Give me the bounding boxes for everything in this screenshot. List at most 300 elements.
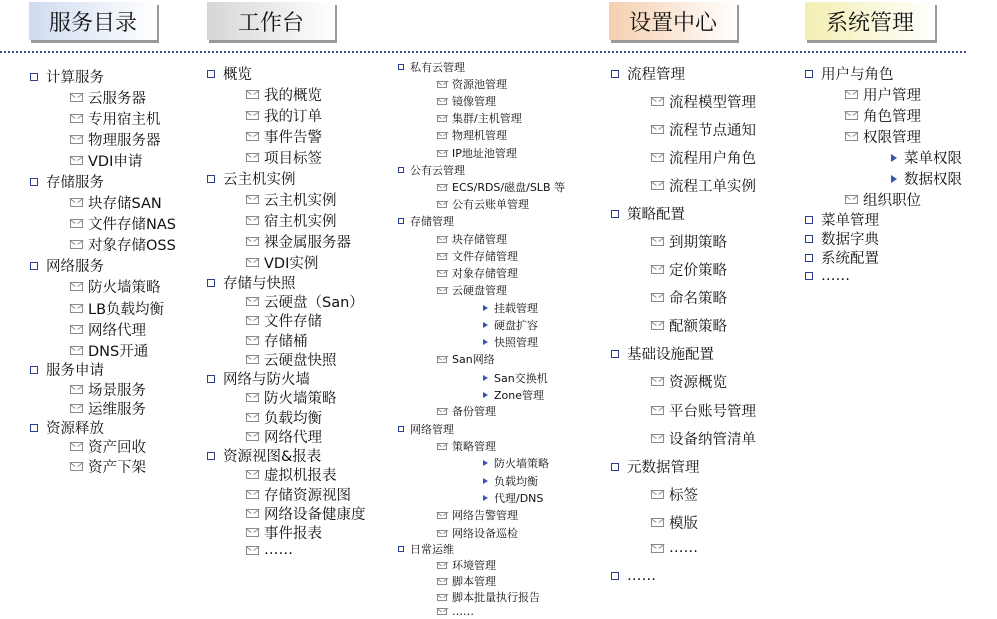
envelope-icon [246, 111, 259, 120]
checkbox-icon [30, 424, 38, 432]
arrow-icon [483, 478, 488, 484]
col4-menu-item[interactable] [651, 91, 756, 112]
col2-menu-item[interactable] [246, 210, 337, 231]
envelope-icon [246, 528, 259, 537]
menu-item-label: 流程节点通知 [669, 123, 756, 139]
col2-menu-item[interactable] [246, 387, 337, 408]
envelope-icon [70, 385, 83, 394]
envelope-icon [437, 578, 447, 585]
col2-menu-item[interactable] [207, 168, 296, 189]
col1-menu-item[interactable] [70, 87, 146, 108]
menu-item-label: ECS/RDS/磁盘/SLB 等 [452, 181, 565, 195]
col3-menu-item[interactable] [398, 421, 454, 437]
col4-menu-item[interactable] [651, 119, 756, 140]
envelope-icon [437, 270, 447, 277]
envelope-icon [70, 282, 83, 291]
menu-item-label: 场景服务 [88, 383, 146, 399]
col2-menu-item[interactable] [246, 330, 308, 351]
col5-menu-item[interactable] [845, 126, 921, 147]
menu-item-label: 物理服务器 [88, 133, 161, 149]
col3-menu-item[interactable] [437, 403, 496, 419]
menu-item-label: 负载均衡 [264, 411, 322, 427]
envelope-icon [651, 153, 664, 162]
col2-menu-item[interactable] [207, 368, 310, 389]
col1-menu-item[interactable] [70, 213, 176, 234]
envelope-icon [246, 470, 259, 479]
envelope-icon [70, 135, 83, 144]
envelope-icon [70, 93, 83, 102]
menu-item-label: 脚本管理 [452, 575, 496, 589]
envelope-icon [437, 594, 447, 601]
col4-menu-item[interactable] [611, 456, 700, 477]
col3-menu-item[interactable] [437, 507, 518, 523]
col5-menu-item[interactable] [805, 247, 879, 268]
col4-menu-item[interactable] [651, 371, 727, 392]
col2-menu-item[interactable] [246, 231, 351, 252]
col1-menu-item[interactable] [70, 379, 146, 400]
col3-menu-item[interactable] [437, 605, 474, 618]
header-service-catalog[interactable]: 服务目录 [29, 2, 157, 40]
col4-menu-item[interactable] [651, 540, 698, 556]
menu-item-label: 环境管理 [452, 559, 496, 573]
envelope-icon [246, 316, 259, 325]
menu-item-label: 对象存储管理 [452, 267, 518, 281]
col4-menu-item[interactable] [651, 147, 756, 168]
menu-item-label: 网络服务 [46, 259, 104, 275]
envelope-icon [246, 509, 259, 518]
envelope-icon [437, 150, 447, 157]
col2-menu-item[interactable] [246, 189, 337, 210]
col1-menu-item[interactable] [30, 255, 104, 276]
col2-menu-item[interactable] [246, 503, 366, 524]
checkbox-icon [611, 572, 619, 580]
menu-item-label: 组织职位 [863, 193, 921, 209]
envelope-icon [651, 125, 664, 134]
checkbox-icon [805, 216, 813, 224]
menu-item-label: 平台账号管理 [669, 404, 756, 420]
envelope-icon [651, 377, 664, 386]
menu-item-label: 块存储SAN [88, 196, 162, 212]
envelope-icon [437, 253, 447, 260]
menu-item-label: …… [264, 542, 293, 558]
menu-item-label: 标签 [669, 488, 698, 504]
envelope-icon [651, 293, 664, 302]
menu-item-label: 事件报表 [264, 526, 322, 542]
menu-item-label: 资源视图&报表 [223, 449, 322, 465]
menu-item-label: 模版 [669, 516, 698, 532]
col5-menu-item[interactable] [891, 168, 962, 189]
menu-item-label: 配额策略 [669, 319, 727, 335]
menu-item-label: 元数据管理 [627, 460, 700, 476]
checkbox-icon [207, 279, 215, 287]
checkbox-icon [805, 254, 813, 262]
menu-item-label: 负载均衡 [494, 475, 538, 489]
col4-menu-item[interactable] [651, 400, 756, 421]
dotted-divider [0, 51, 966, 53]
menu-item-label: 运维服务 [88, 402, 146, 418]
envelope-icon [845, 111, 858, 120]
menu-item-label: 文件存储NAS [88, 217, 176, 233]
col2-menu-item[interactable] [207, 445, 321, 466]
col2-menu-item[interactable] [207, 272, 296, 293]
menu-item-label: 流程用户角色 [669, 151, 756, 167]
col3-menu-item[interactable] [398, 59, 465, 75]
envelope-icon [70, 346, 83, 355]
envelope-icon [70, 156, 83, 165]
envelope-icon [437, 98, 447, 105]
checkbox-icon [30, 262, 38, 270]
envelope-icon [70, 304, 83, 313]
col2-menu-item[interactable] [246, 407, 322, 428]
col5-menu-item[interactable] [805, 268, 850, 284]
envelope-icon [437, 356, 447, 363]
checkbox-icon [207, 70, 215, 78]
envelope-icon [246, 490, 259, 499]
col3-menu-item[interactable] [398, 213, 454, 229]
menu-item-label: 定价策略 [669, 263, 727, 279]
menu-item-label: 防火墙策略 [494, 457, 549, 471]
menu-item-label: 资产回收 [88, 440, 146, 456]
col3-menu-item[interactable] [437, 573, 496, 589]
menu-item-label: 公有云账单管理 [452, 198, 529, 212]
menu-item-label: 日常运维 [410, 543, 454, 557]
checkbox-icon [611, 350, 619, 358]
menu-item-label: San网络 [452, 353, 495, 367]
menu-item-label: 权限管理 [863, 130, 921, 146]
checkbox-icon [611, 70, 619, 78]
col2-menu-item[interactable] [246, 291, 364, 312]
envelope-icon [651, 518, 664, 527]
menu-item-label: 策略管理 [452, 440, 496, 454]
menu-item-label: 到期策略 [669, 235, 727, 251]
col3-menu-item[interactable] [437, 438, 496, 454]
menu-item-label: 网络代理 [264, 430, 322, 446]
menu-item-label: 网络设备健康度 [264, 507, 366, 523]
col1-menu-item[interactable] [70, 276, 161, 297]
col1-menu-item[interactable] [70, 436, 146, 457]
envelope-icon [246, 432, 259, 441]
col1-menu-item[interactable] [30, 171, 104, 192]
col3-menu-item[interactable] [437, 248, 518, 264]
envelope-icon [651, 544, 664, 553]
col3-menu-item[interactable] [437, 110, 522, 126]
col2-menu-item[interactable] [246, 105, 322, 126]
col3-menu-item[interactable] [437, 179, 565, 195]
envelope-icon [437, 530, 447, 537]
col3-menu-item[interactable] [437, 265, 518, 281]
menu-item-label: 防火墙策略 [264, 391, 337, 407]
menu-item-label: 系统配置 [821, 251, 879, 267]
col1-menu-item[interactable] [30, 417, 104, 438]
col3-menu-item[interactable] [437, 589, 540, 605]
col1-menu-item[interactable] [70, 108, 161, 129]
menu-item-label: 快照管理 [494, 336, 538, 350]
menu-item-label: 硬盘扩容 [494, 319, 538, 333]
col2-menu-item[interactable] [246, 126, 322, 147]
checkbox-icon [207, 175, 215, 183]
col5-menu-item[interactable] [805, 209, 879, 230]
menu-item-label: 存储服务 [46, 175, 104, 191]
menu-item-label: LB负载均衡 [88, 302, 165, 318]
envelope-icon [651, 181, 664, 190]
menu-item-label: 存储管理 [410, 215, 454, 229]
menu-item-label: 资产下架 [88, 460, 146, 476]
envelope-icon [845, 132, 858, 141]
menu-item-label: 概览 [223, 67, 252, 83]
menu-item-label: San交换机 [494, 372, 548, 386]
col5-menu-item[interactable] [845, 105, 921, 126]
menu-item-label: 虚拟机报表 [264, 468, 337, 484]
col3-menu-item[interactable] [483, 490, 543, 506]
col5-menu-item[interactable] [845, 189, 921, 210]
col1-menu-item[interactable] [70, 150, 142, 171]
col2-menu-item[interactable] [246, 84, 322, 105]
envelope-icon [70, 404, 83, 413]
envelope-icon [437, 184, 447, 191]
envelope-icon [437, 236, 447, 243]
arrow-icon [891, 154, 897, 162]
envelope-icon [437, 201, 447, 208]
checkbox-icon [611, 463, 619, 471]
col4-menu-item[interactable] [611, 343, 714, 364]
col3-menu-item[interactable] [483, 387, 544, 403]
arrow-icon [483, 322, 488, 328]
menu-item-label: 基础设施配置 [627, 347, 714, 363]
envelope-icon [246, 237, 259, 246]
envelope-icon [651, 490, 664, 499]
menu-item-label: 网络与防火墙 [223, 372, 310, 388]
col2-menu-item[interactable] [246, 542, 293, 558]
checkbox-icon [207, 452, 215, 460]
menu-item-label: 用户与角色 [821, 67, 894, 83]
header-system-management[interactable]: 系统管理 [805, 2, 935, 40]
col2-menu-item[interactable] [246, 252, 318, 273]
col1-menu-item[interactable] [30, 359, 104, 380]
col2-menu-item[interactable] [246, 147, 322, 168]
col3-menu-item[interactable] [437, 196, 529, 212]
menu-item-label: …… [669, 540, 698, 556]
col1-menu-item[interactable] [70, 340, 148, 361]
envelope-icon [651, 406, 664, 415]
checkbox-icon [207, 375, 215, 383]
envelope-icon [246, 153, 259, 162]
envelope-icon [651, 237, 664, 246]
envelope-icon [651, 265, 664, 274]
col3-menu-item[interactable] [437, 93, 496, 109]
col5-menu-item[interactable] [845, 84, 921, 105]
menu-item-label: 镜像管理 [452, 95, 496, 109]
menu-item-label: 物理机管理 [452, 129, 507, 143]
col1-menu-item[interactable] [70, 319, 146, 340]
col4-menu-item[interactable] [651, 231, 727, 252]
envelope-icon [246, 336, 259, 345]
checkbox-icon [611, 210, 619, 218]
menu-item-label: 云服务器 [88, 91, 146, 107]
menu-item-label: 备份管理 [452, 405, 496, 419]
envelope-icon [437, 81, 447, 88]
col1-menu-item[interactable] [70, 192, 162, 213]
col4-menu-item[interactable] [651, 175, 756, 196]
menu-item-label: 云主机实例 [223, 172, 296, 188]
envelope-icon [845, 195, 858, 204]
col1-menu-item[interactable] [70, 456, 146, 477]
menu-item-label: 我的概览 [264, 88, 322, 104]
envelope-icon [246, 132, 259, 141]
col3-menu-item[interactable] [398, 162, 465, 178]
menu-item-label: 代理/DNS [494, 492, 544, 506]
menu-item-label: 网络管理 [410, 423, 454, 437]
menu-item-label: 流程管理 [627, 67, 685, 83]
col2-menu-item[interactable] [246, 310, 322, 331]
menu-item-label: 服务申请 [46, 363, 104, 379]
col3-menu-item[interactable] [398, 541, 454, 557]
arrow-icon [483, 460, 488, 466]
envelope-icon [437, 512, 447, 519]
envelope-icon [70, 114, 83, 123]
envelope-icon [437, 115, 447, 122]
envelope-icon [437, 443, 447, 450]
checkbox-icon [398, 64, 404, 70]
envelope-icon [437, 608, 447, 615]
envelope-icon [70, 240, 83, 249]
col3-menu-item[interactable] [483, 455, 549, 471]
col1-menu-item[interactable] [30, 66, 104, 87]
envelope-icon [437, 132, 447, 139]
menu-item-label: 存储与快照 [223, 276, 296, 292]
col4-menu-item[interactable] [611, 568, 656, 584]
menu-item-label: 菜单管理 [821, 213, 879, 229]
col2-menu-item[interactable] [246, 464, 337, 485]
col1-menu-item[interactable] [70, 234, 176, 255]
col4-menu-item[interactable] [651, 315, 727, 336]
checkbox-icon [30, 366, 38, 374]
menu-item-label: 资源概览 [669, 375, 727, 391]
arrow-icon [483, 392, 488, 398]
menu-item-label: 数据字典 [821, 232, 879, 248]
col3-menu-item[interactable] [483, 300, 538, 316]
menu-item-label: 脚本批量执行报告 [452, 591, 540, 605]
checkbox-icon [30, 73, 38, 81]
col2-menu-item[interactable] [246, 522, 322, 543]
menu-item-label: 防火墙策略 [88, 280, 161, 296]
col2-menu-item[interactable] [246, 426, 322, 447]
envelope-icon [246, 355, 259, 364]
col3-menu-item[interactable] [437, 525, 518, 541]
col1-menu-item[interactable] [70, 398, 146, 419]
envelope-icon [70, 219, 83, 228]
menu-item-label: 公有云管理 [410, 164, 465, 178]
envelope-icon [70, 442, 83, 451]
menu-item-label: 宿主机实例 [264, 214, 337, 230]
envelope-icon [437, 287, 447, 294]
envelope-icon [246, 258, 259, 267]
col5-menu-item[interactable] [805, 63, 894, 84]
checkbox-icon [30, 178, 38, 186]
col4-menu-item[interactable] [651, 428, 756, 449]
menu-item-label: 项目标签 [264, 151, 322, 167]
menu-item-label: 角色管理 [863, 109, 921, 125]
menu-item-label: 资源释放 [46, 421, 104, 437]
checkbox-icon [398, 218, 404, 224]
col4-menu-item[interactable] [651, 287, 727, 308]
envelope-icon [246, 546, 259, 555]
col3-menu-item[interactable] [483, 473, 538, 489]
col5-menu-item[interactable] [805, 228, 879, 249]
menu-item-label: 专用宿主机 [88, 112, 161, 128]
menu-item-label: 块存储管理 [452, 233, 507, 247]
arrow-icon [483, 339, 488, 345]
menu-item-label: 用户管理 [863, 88, 921, 104]
menu-item-label: 网络代理 [88, 323, 146, 339]
envelope-icon [246, 413, 259, 422]
col3-menu-item[interactable] [437, 145, 517, 161]
menu-item-label: 云硬盘（San） [264, 295, 364, 311]
col3-menu-item[interactable] [483, 370, 548, 386]
menu-item-label: 策略配置 [627, 207, 685, 223]
menu-item-label: 对象存储OSS [88, 238, 176, 254]
menu-item-label: 文件存储 [264, 314, 322, 330]
col4-menu-item[interactable] [611, 203, 685, 224]
arrow-icon [483, 375, 488, 381]
col1-menu-item[interactable] [70, 129, 161, 150]
col4-menu-item[interactable] [651, 484, 698, 505]
arrow-icon [891, 175, 897, 183]
envelope-icon [70, 325, 83, 334]
col5-menu-item[interactable] [891, 147, 962, 168]
envelope-icon [246, 297, 259, 306]
header-settings-center[interactable]: 设置中心 [609, 2, 737, 40]
checkbox-icon [805, 70, 813, 78]
menu-item-label: 菜单权限 [904, 151, 962, 167]
col4-menu-item[interactable] [651, 512, 698, 533]
menu-item-label: 存储桶 [264, 334, 308, 350]
checkbox-icon [805, 235, 813, 243]
col3-menu-item[interactable] [483, 334, 538, 350]
col2-menu-item[interactable] [246, 484, 351, 505]
menu-item-label: 云主机实例 [264, 193, 337, 209]
header-workbench[interactable]: 工作台 [207, 2, 335, 40]
col3-menu-item[interactable] [437, 557, 496, 573]
menu-item-label: 集群/主机管理 [452, 112, 522, 126]
col3-menu-item[interactable] [437, 231, 507, 247]
col3-menu-item[interactable] [437, 127, 507, 143]
col3-menu-item[interactable] [437, 282, 507, 298]
menu-item-label: 设备纳管清单 [669, 432, 756, 448]
arrow-icon [483, 305, 488, 311]
col4-menu-item[interactable] [651, 259, 727, 280]
menu-item-label: IP地址池管理 [452, 147, 517, 161]
col1-menu-item[interactable] [70, 298, 164, 319]
envelope-icon [246, 393, 259, 402]
col4-menu-item[interactable] [611, 63, 685, 84]
menu-item-label: 流程模型管理 [669, 95, 756, 111]
menu-item-label: VDI申请 [88, 154, 143, 170]
envelope-icon [437, 562, 447, 569]
checkbox-icon [398, 426, 404, 432]
col3-menu-item[interactable] [483, 317, 538, 333]
menu-item-label: 云硬盘快照 [264, 353, 337, 369]
col3-menu-item[interactable] [437, 76, 507, 92]
envelope-icon [845, 90, 858, 99]
col2-menu-item[interactable] [246, 349, 337, 370]
envelope-icon [246, 216, 259, 225]
menu-item-label: 计算服务 [46, 70, 104, 86]
menu-item-label: 资源池管理 [452, 78, 507, 92]
checkbox-icon [398, 167, 404, 173]
menu-item-label: 网络告警管理 [452, 509, 518, 523]
col2-menu-item[interactable] [207, 63, 252, 84]
col3-menu-item[interactable] [437, 351, 495, 367]
